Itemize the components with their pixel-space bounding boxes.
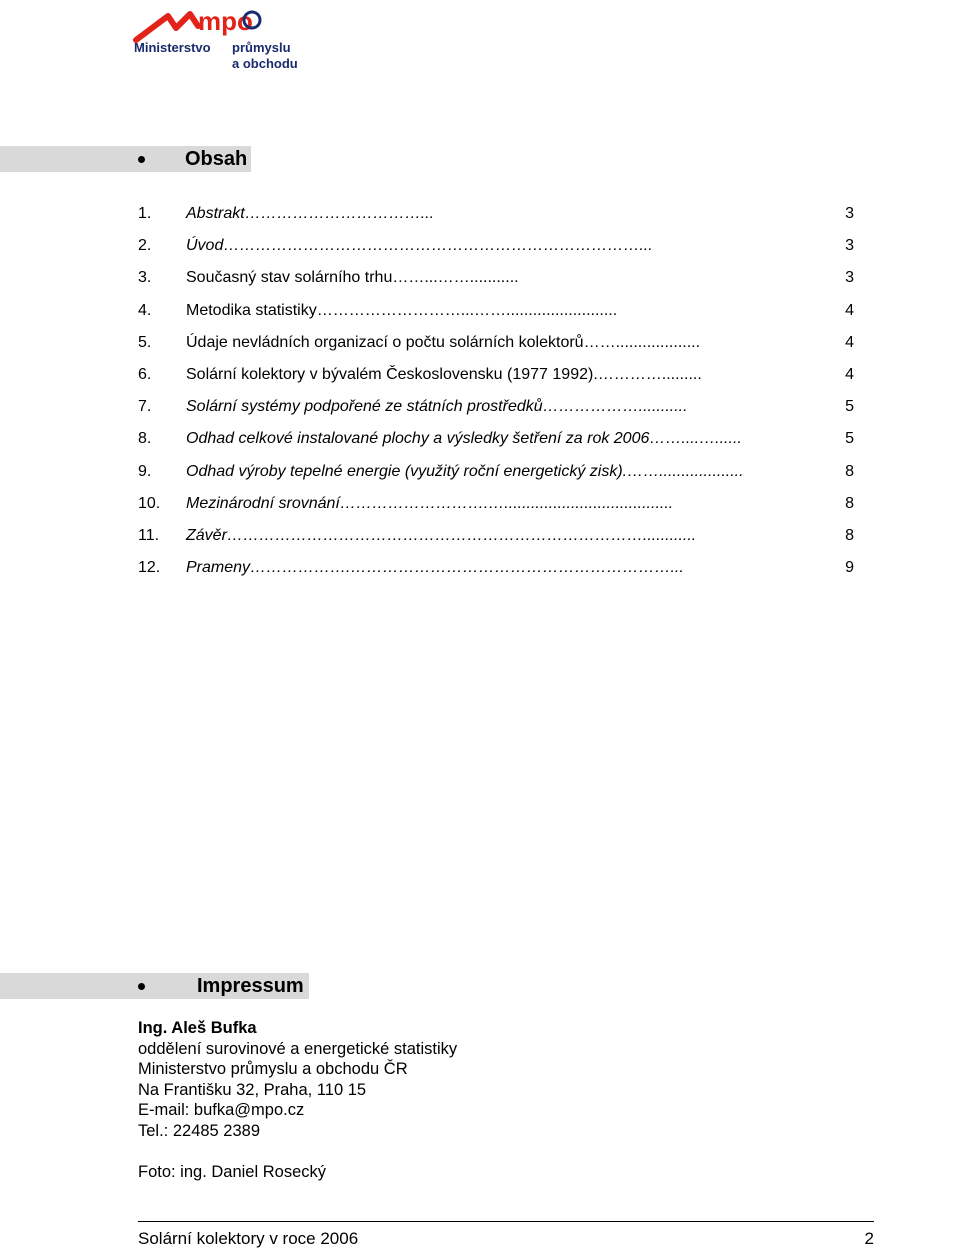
toc-entry xyxy=(138,268,854,300)
toc-title-text: Metodika statistiky xyxy=(186,301,317,319)
footer-page-number: 2 xyxy=(864,1229,874,1248)
toc-entry xyxy=(138,333,854,365)
author-phone: Tel.: 22485 2389 xyxy=(138,1121,261,1140)
logo-brand: mpo xyxy=(198,6,253,36)
mpo-logo xyxy=(128,6,318,72)
toc-title-text: Solární kolektory v bývalém Československu (1977 1992). xyxy=(186,365,598,383)
bullet-icon xyxy=(138,156,145,163)
toc-page-number: 3 xyxy=(845,269,854,287)
toc-title-text: Odhad celkové instalované plochy a výsledky šetření za rok 2006 xyxy=(186,430,650,448)
toc-entry xyxy=(138,301,854,333)
toc-title-text: Úvod xyxy=(186,237,224,255)
logo-line2: průmyslu xyxy=(232,40,291,55)
toc-title xyxy=(186,462,744,482)
author-email: E-mail: bufka@mpo.cz xyxy=(138,1101,305,1120)
toc-title-text: Mezinárodní srovnání xyxy=(186,494,340,512)
toc-page-number: 4 xyxy=(845,333,854,351)
toc-number: 11. xyxy=(138,526,160,544)
logo-line3: a obchodu xyxy=(232,56,298,71)
contents-heading: Obsah xyxy=(185,148,248,170)
toc-title xyxy=(186,204,434,224)
toc-page-number: 5 xyxy=(845,398,854,416)
toc-title-text: Solární systémy podpořené ze státních prostředků xyxy=(186,398,543,416)
toc-entry xyxy=(138,494,854,526)
toc-number: 5. xyxy=(138,333,152,351)
logo-line1: Ministerstvo xyxy=(134,40,211,55)
toc-number: 12. xyxy=(138,559,161,577)
toc-leader: …………......... xyxy=(597,365,702,383)
toc-leader: ……....…...... xyxy=(649,430,742,448)
toc-title xyxy=(186,236,653,256)
toc-title xyxy=(186,397,688,417)
toc-entry xyxy=(138,236,854,268)
toc-title xyxy=(186,526,696,546)
toc-title xyxy=(186,558,684,578)
toc-title-text: Prameny xyxy=(186,559,251,577)
toc-title xyxy=(186,333,700,353)
toc-title xyxy=(186,429,742,449)
toc-title-text: Údaje nevládních organizací o počtu solárních kolektorů xyxy=(186,333,584,351)
bullet-icon xyxy=(138,983,145,990)
impressum-block xyxy=(138,1018,457,1182)
toc-leader: ……………………….…...................................... xyxy=(339,494,674,512)
toc-number: 7. xyxy=(138,398,152,416)
toc-number: 2. xyxy=(138,237,152,255)
toc-leader: ……………………………………………………………………... xyxy=(223,237,653,255)
toc-entry xyxy=(138,558,854,590)
author-ministry: Ministerstvo průmyslu a obchodu ČR xyxy=(138,1060,408,1079)
impressum-heading: Impressum xyxy=(197,975,304,997)
toc-number: 9. xyxy=(138,462,152,480)
toc-page-number: 5 xyxy=(845,430,854,448)
toc-number: 3. xyxy=(138,269,152,287)
toc-leader: ……................... xyxy=(583,333,701,351)
toc-entry xyxy=(138,365,854,397)
toc-entry xyxy=(138,204,854,236)
toc-number: 4. xyxy=(138,301,152,319)
toc-title-text: Abstrakt xyxy=(186,205,245,222)
toc-page-number: 3 xyxy=(845,237,854,255)
photo-credit: Foto: ing. Daniel Rosecký xyxy=(138,1162,327,1181)
toc-entry xyxy=(138,397,854,429)
toc-page-number: 9 xyxy=(845,559,854,577)
author-department: oddělení surovinové a energetické statistiky xyxy=(138,1039,458,1058)
toc-page-number: 3 xyxy=(845,205,854,222)
table-of-contents xyxy=(138,204,854,590)
toc-leader: ……………………………... xyxy=(244,205,435,222)
toc-leader: ………………........... xyxy=(542,398,688,416)
toc-page-number: 8 xyxy=(845,526,854,544)
toc-title xyxy=(186,365,702,385)
toc-title-text: Současný stav solárního trhu xyxy=(186,269,393,287)
toc-number: 8. xyxy=(138,430,152,448)
toc-page-number: 8 xyxy=(845,462,854,480)
toc-title xyxy=(186,301,617,321)
toc-number: 10. xyxy=(138,494,161,512)
toc-leader: ……………….……………………………………………………... xyxy=(250,559,684,577)
toc-title-text: Odhad výroby tepelné energie (využitý roční energetický zisk). xyxy=(186,462,628,480)
footer-title: Solární kolektory v roce 2006 xyxy=(138,1229,359,1248)
toc-entry xyxy=(138,462,854,494)
toc-leader: ……................... xyxy=(627,462,744,480)
footer-rule xyxy=(138,1221,874,1222)
toc-number: 6. xyxy=(138,365,152,383)
toc-page-number: 8 xyxy=(845,494,854,512)
author-name: Ing. Aleš Bufka xyxy=(138,1019,257,1037)
toc-title-text: Závěr xyxy=(186,526,227,544)
toc-leader: ………………………...……......................... xyxy=(316,301,618,319)
toc-page-number: 4 xyxy=(845,301,854,319)
toc-number: 1. xyxy=(138,205,152,222)
toc-title xyxy=(186,268,519,288)
toc-leader: ……………………………………………………………………............ xyxy=(226,526,697,544)
toc-leader: ……...……........... xyxy=(392,269,519,287)
toc-title xyxy=(186,494,673,514)
toc-entry xyxy=(138,429,854,461)
toc-page-number: 4 xyxy=(845,365,854,383)
toc-entry xyxy=(138,526,854,558)
author-address: Na Františku 32, Praha, 110 15 xyxy=(138,1080,367,1099)
